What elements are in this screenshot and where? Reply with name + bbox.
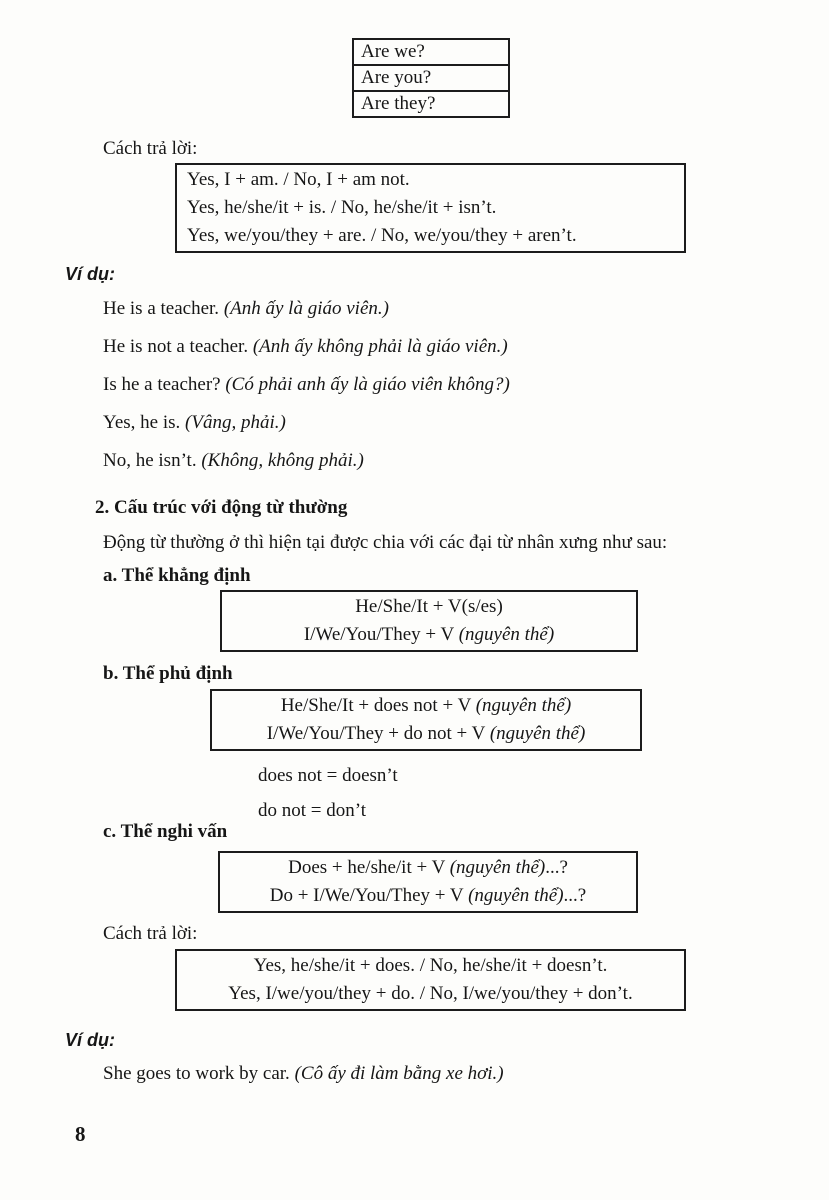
grammar-box-line: [216, 692, 636, 720]
example-english: Yes, he is.: [103, 412, 186, 433]
example-vietnamese: (Có phải anh ấy là giáo viên không?): [225, 374, 510, 395]
example-vietnamese: (Vâng, phải.): [185, 412, 286, 433]
example-line: [103, 336, 508, 358]
example-english: She goes to work by car.: [103, 1063, 295, 1084]
contraction-note: do not = don’t: [258, 800, 367, 821]
grammar-box-line: [216, 720, 636, 748]
formula-text: I/We/You/They + do not + V: [266, 723, 490, 744]
affirmative-heading: a. Thể khẳng định: [103, 565, 251, 586]
formula-text: He/She/It + does not + V: [280, 695, 476, 716]
answer-box-1: [175, 163, 686, 253]
example-english: He is not a teacher.: [103, 336, 253, 357]
example-english: Is he a teacher?: [103, 374, 226, 395]
example-label-1: Ví dụ:: [65, 264, 115, 284]
question-cell: [352, 38, 510, 66]
question-cell: [352, 90, 510, 118]
example-line: [103, 298, 389, 320]
answer-label-1: Cách trả lời:: [103, 138, 198, 159]
example-line: [103, 412, 286, 434]
question-text: Are they?: [361, 93, 436, 114]
answer-box-2: [175, 949, 686, 1011]
formula-italic: (nguyên thể): [489, 723, 586, 744]
answer-box-line: Yes, he/she/it + does. / No, he/she/it + doesn’t.: [253, 955, 608, 976]
answer-label-2: Cách trả lời:: [103, 923, 198, 944]
answer-box-line: Yes, we/you/they + are. / No, we/you/they + aren’t.: [187, 225, 577, 246]
question-cell: [352, 64, 510, 92]
example-vietnamese: (Anh ấy không phải là giáo viên.): [252, 336, 508, 357]
interrogative-box: [218, 851, 638, 913]
answer-box-line: Yes, he/she/it + is. / No, he/she/it + isn’t.: [187, 197, 497, 218]
formula-text: ...?: [545, 857, 568, 878]
example-vietnamese: (Anh ấy là giáo viên.): [223, 298, 389, 319]
example-line: [103, 450, 364, 472]
example-line: [103, 1063, 504, 1085]
grammar-box-line: [224, 882, 632, 910]
formula-italic: (nguyên thể): [449, 857, 546, 878]
question-text: Are you?: [361, 67, 432, 88]
contraction-note: does not = doesn’t: [258, 765, 398, 786]
example-label-2: Ví dụ:: [65, 1030, 115, 1050]
grammar-box-line: [226, 593, 632, 621]
affirmative-box: [220, 590, 638, 652]
example-vietnamese: (Không, không phải.): [201, 450, 364, 471]
question-text: Are we?: [361, 41, 425, 62]
negative-heading: b. Thể phủ định: [103, 663, 233, 684]
example-english: He is a teacher.: [103, 298, 224, 319]
example-line: [103, 374, 510, 396]
question-table: [352, 38, 510, 118]
page-number: 8: [75, 1122, 86, 1146]
formula-text: Do + I/We/You/They + V: [269, 885, 469, 906]
formula-text: I/We/You/They + V: [303, 624, 459, 645]
answer-box-line: Yes, I/we/you/they + do. / No, I/we/you/they + don’t.: [228, 983, 633, 1004]
answer-box-line: Yes, I + am. / No, I + am not.: [187, 169, 410, 190]
formula-italic: (nguyên thể): [458, 624, 555, 645]
negative-box: [210, 689, 642, 751]
grammar-box-line: [224, 854, 632, 882]
formula-text: ...?: [563, 885, 587, 906]
section-2-heading: 2. Cấu trúc với động từ thường: [95, 497, 348, 518]
formula-italic: (nguyên thể): [475, 695, 572, 716]
section-2-intro: Động từ thường ở thì hiện tại được chia với các đại từ nhân xưng như sau:: [103, 532, 668, 553]
formula-text: Does + he/she/it + V: [288, 857, 450, 878]
example-english: No, he isn’t.: [103, 450, 202, 471]
grammar-box-line: [226, 621, 632, 649]
example-vietnamese: (Cô ấy đi làm bằng xe hơi.): [294, 1063, 504, 1084]
formula-text: He/She/It + V(s/es): [355, 596, 503, 617]
interrogative-heading: c. Thể nghi vấn: [103, 821, 228, 842]
formula-italic: (nguyên thể): [468, 885, 564, 906]
